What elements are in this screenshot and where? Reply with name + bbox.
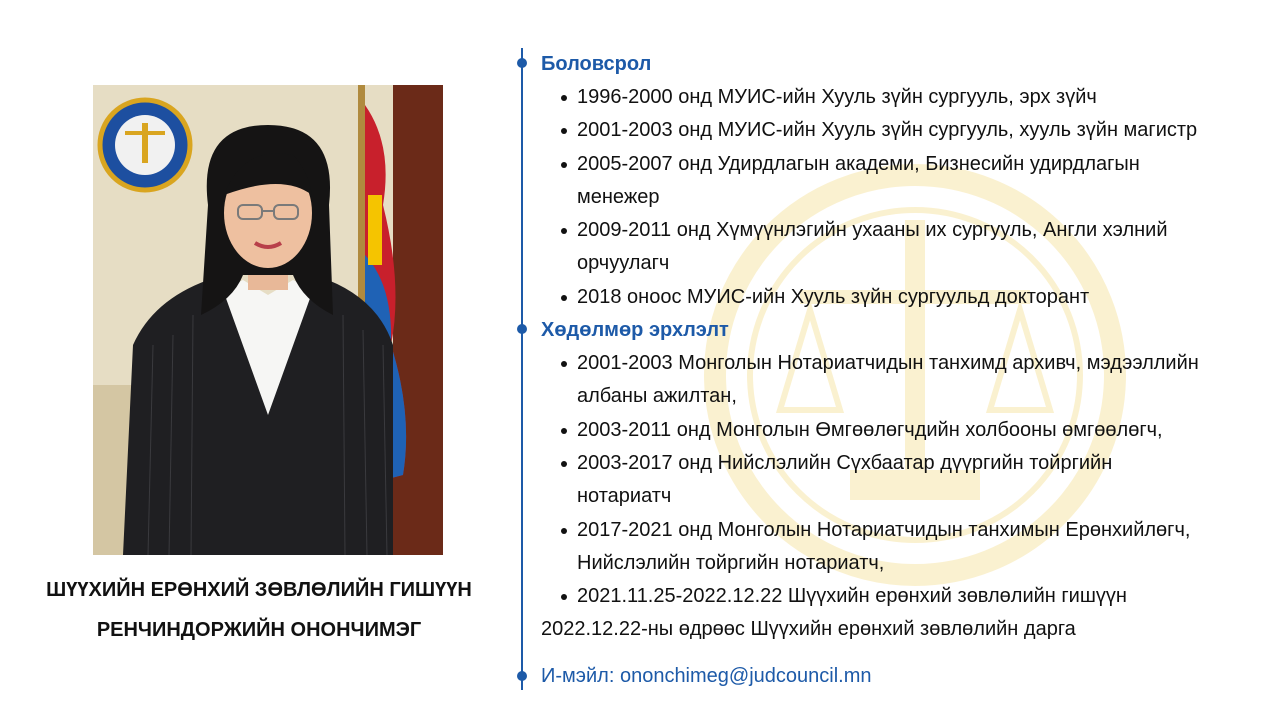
portrait-photo	[93, 85, 443, 555]
list-item: 2005-2007 онд Удирдлагын академи, Бизнесийн удирдлагын менежер	[541, 148, 1217, 215]
list-item: 2001-2003 Монголын Нотариатчидын танхимд архивч, мэдээллийн албаны ажилтан,	[541, 347, 1267, 414]
education-list	[541, 81, 1261, 314]
work-list	[541, 347, 1261, 580]
position-title: ШҮҮХИЙН ЕРӨНХИЙ ЗӨВЛӨЛИЙН ГИШҮҮН	[46, 579, 472, 601]
emblem-icon	[100, 100, 190, 190]
list-item: 2001-2003 онд МУИС-ийн Хууль зүйн сургууль, хууль зүйн магистр	[541, 114, 1261, 147]
list-item: 2003-2017 онд Нийслэлийн Сүхбаатар дүүргийн тойргийн нотариатч	[541, 447, 1197, 514]
list-item: 2017-2021 онд Монголын Нотариатчидын танхимын Ерөнхийлөгч, Нийслэлийн тойргийн нотариатч,	[541, 514, 1277, 581]
list-item: 1996-2000 онд МУИС-ийн Хууль зүйн сургууль, эрх зүйч	[541, 81, 1261, 114]
last-item-line2: 2022.12.22-ны өдрөөс Шүүхийн ерөнхий зөвлөлийн дарга	[541, 618, 1076, 641]
person-title-block	[0, 570, 518, 650]
last-item-line1: 2021.11.25-2022.12.22 Шүүхийн ерөнхий зөвлөлийн гишүүн	[541, 580, 1261, 613]
timeline-dot-work	[517, 324, 527, 334]
list-item: 2009-2011 онд Хүмүүнлэгийн ухааны их сургууль, Англи хэлний орчуулагч	[541, 214, 1257, 281]
list-item: 2018 оноос МУИС-ийн Хууль зүйн сургуульд докторант	[541, 281, 1261, 314]
timeline-dot-email	[517, 671, 527, 681]
list-item-current-role	[541, 580, 1261, 647]
education-heading: Боловсрол	[541, 53, 652, 75]
list-item: 2003-2011 онд Монголын Өмгөөлөгчдийн холбооны өмгөөлөгч,	[541, 414, 1261, 447]
email-contact[interactable]: И-мэйл: ononchimeg@judcouncil.mn	[541, 665, 872, 687]
person-name: РЕНЧИНДОРЖИЙН ОНОНЧИМЭГ	[96, 619, 422, 641]
timeline-line	[521, 48, 523, 690]
timeline-dot-education	[517, 58, 527, 68]
resume-content	[541, 48, 1261, 647]
work-heading: Хөдөлмөр эрхлэлт	[541, 319, 729, 342]
